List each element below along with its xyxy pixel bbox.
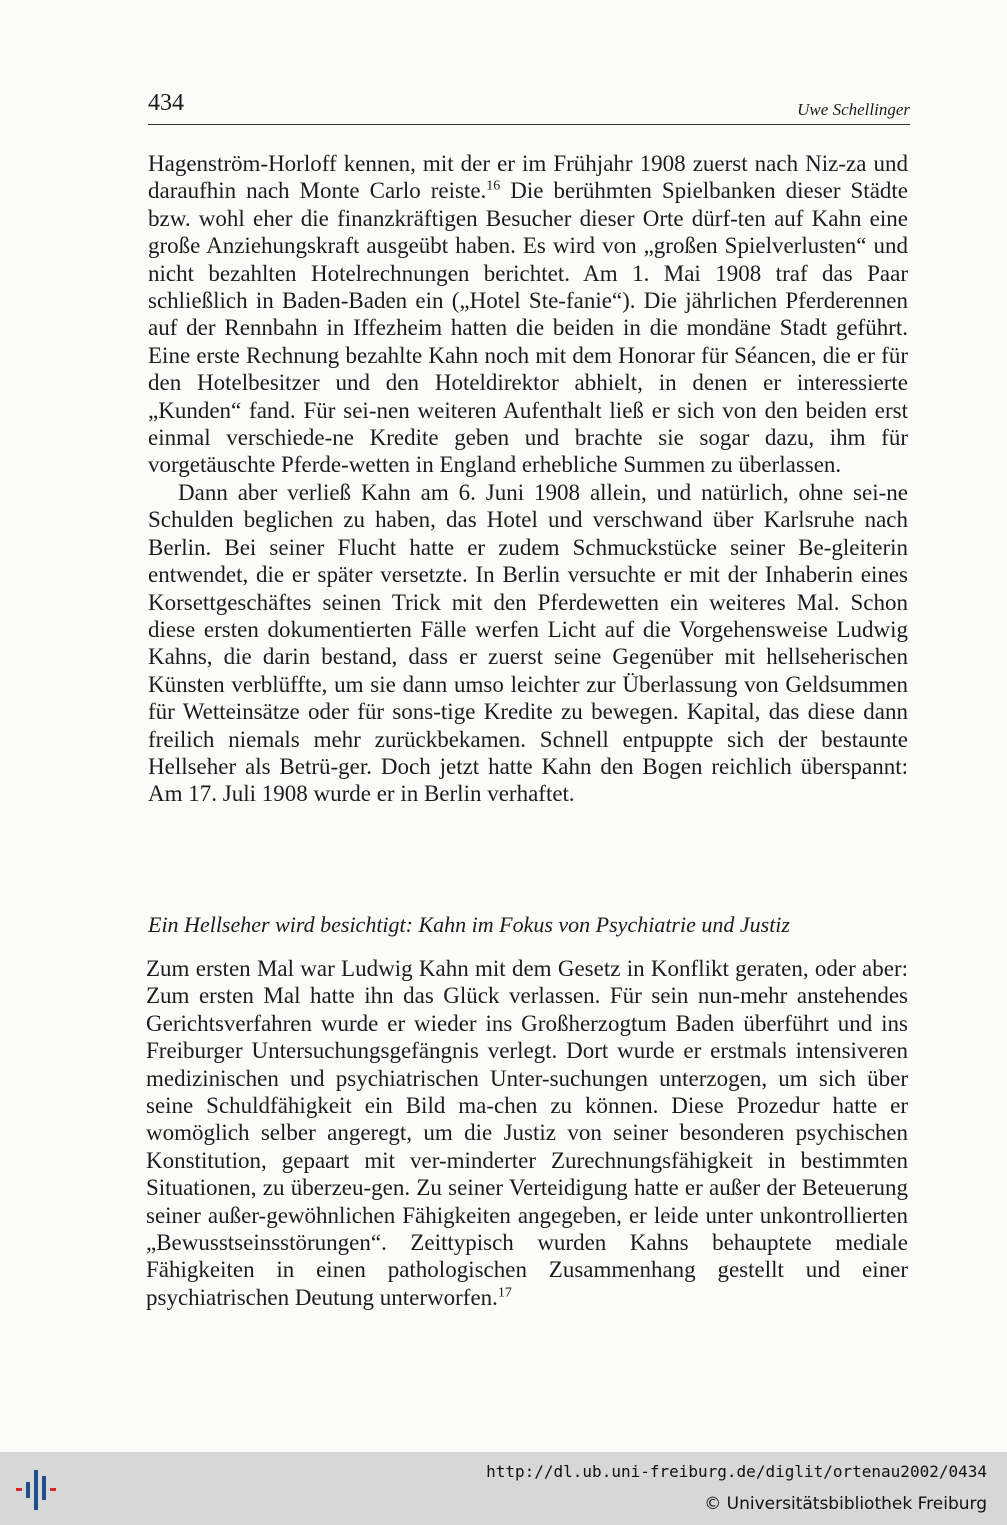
paragraph-3-text: Zum ersten Mal war Ludwig Kahn mit dem Gesetz in Konflikt geraten, oder aber: Zum ersten Mal hatte ihn das Glück verlassen. Für sein nun-mehr anstehendes Gerichtsverfahren wurde er wieder ins Großherzogtum Baden überführt und ins Freiburger Untersuchungsgefängnis verlegt. Dort wurde er erstmals intensiveren medizinischen und psychiatrischen Unter-suchungen unterzogen, um sich über seine Schuldfähigkeit ein Bild ma-chen zu können. Diese Prozedur hatte er womöglich selber angeregt, um die Justiz von seiner besonderen psychischen Konstitution, gepaart mit ver-minderter Zurechnungsfähigkeit in bestimmten Situationen, zu überzeu-gen. Zu seiner Verteidigung hatte er außer der Beteuerung seiner außer-gewöhnlichen Fähigkeiten angegeben, er leide unter unkontrollierten „Bewusstseinsstörungen“. Zeittypisch wurden Kahns behauptete mediale Fähigkeiten in einen pathologischen Zusammenhang gestellt und einer psychiatrischen Deutung unterworfen.: [146, 956, 908, 1310]
footnote-ref-17[interactable]: 17: [497, 1285, 512, 1301]
footer-copyright: © Universitätsbibliothek Freiburg: [704, 1494, 987, 1514]
paragraph-3: [146, 955, 908, 1311]
running-head-author: Uwe Schellinger: [797, 100, 910, 119]
page-number: 434: [148, 90, 184, 116]
footer-url-link[interactable]: http://dl.ub.uni-freiburg.de/diglit/ortenau2002/0434: [486, 1462, 987, 1481]
body-text: [148, 150, 908, 808]
paragraph-1: [148, 150, 908, 479]
library-logo-icon: [14, 1464, 64, 1514]
page-header: [148, 88, 910, 125]
footer-bar: [0, 1452, 1007, 1525]
section-body: [146, 955, 908, 1311]
paragraph-1-end: Die berühmten Spielbanken dieser Städte bzw. wohl eher die finanzkräftigen Besucher dieser Orte dürf-ten auf Kahn eine große Anziehungskraft ausgeübt haben. Es wird von „großen Spielverlusten“ und nicht bezahlten Hotelrechnungen berichtet. Am 1. Mai 1908 traf das Paar schließlich in Baden-Baden ein („Hotel Ste-fanie“). Die jährlichen Pferderennen auf der Rennbahn in Iffezheim hatten die beiden in die mondäne Stadt geführt. Eine erste Rechnung bezahlte Kahn noch mit dem Honorar für Séancen, die er für den Hotelbesitzer und den Hoteldirektor abhielt, in denen er interessierte „Kunden“ fand. Für sei-nen weiteren Aufenthalt ließ er sich von den beiden erst einmal verschiede-ne Kredite geben und brachte sie sogar dazu, ihm für vorgetäuschte Pferde-wetten in England erhebliche Summen zu überlassen.: [148, 178, 909, 478]
paragraph-1-start: Hagenström-Horloff kennen, mit der er im Frühjahr 1908 zuerst nach Niz-za und daraufhin nach Monte Carlo reiste.: [148, 151, 908, 204]
section-heading: Ein Hellseher wird besichtigt: Kahn im Fokus von Psychiatrie und Justiz: [148, 912, 790, 937]
footnote-ref-16[interactable]: 16: [486, 178, 501, 194]
paragraph-2: Dann aber verließ Kahn am 6. Juni 1908 allein, und natürlich, ohne sei-ne Schulden beglichen zu haben, das Hotel und verschwand über Karlsruhe nach Berlin. Bei seiner Flucht hatte er zudem Schmuckstücke seiner Be-gleiterin entwendet, die er später versetzte. In Berlin versuchte er mit der Inhaberin eines Korsettgeschäftes seinen Trick mit den Pferdewetten ein weiteres Mal. Schon diese ersten dokumentierten Fälle werfen Licht auf die Vorgehensweise Ludwig Kahns, die darin bestand, dass er zuerst seine Gegenüber mit hellseherischen Künsten verblüffte, um sie dann umso leichter zur Überlassung von Geldsummen für Wetteinsätze oder für sons-tige Kredite zu bewegen. Kapital, das diese dann freilich niemals mehr zurückbekamen. Schnell entpuppte sich der bestaunte Hellseher als Betrü-ger. Doch jetzt hatte Kahn den Bogen reichlich überspannt: Am 17. Juli 1908 wurde er in Berlin verhaftet.: [148, 479, 908, 807]
